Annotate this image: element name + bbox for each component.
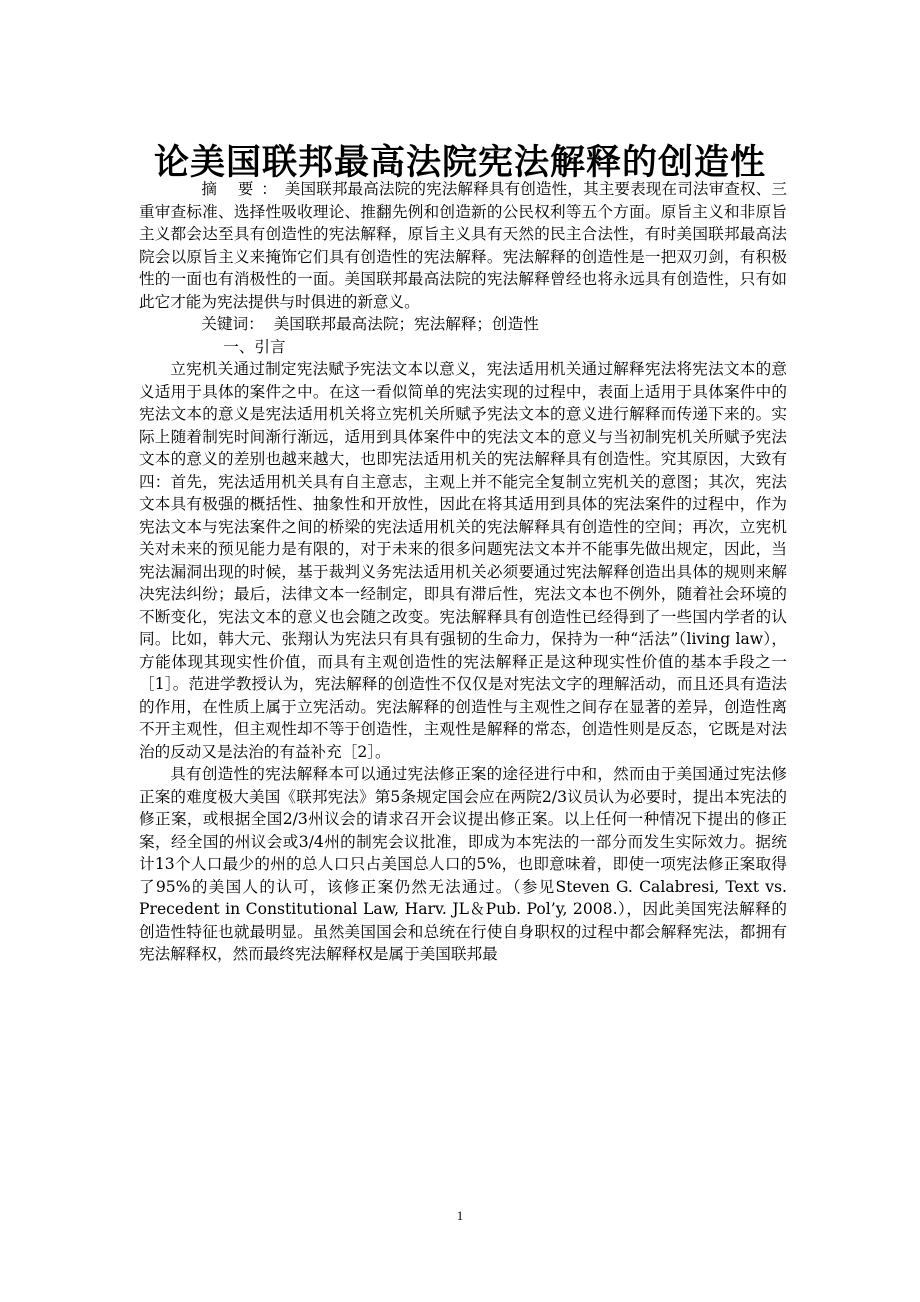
document-body [139,178,787,966]
document-title: 论美国联邦最高法院宪法解释的创造性 [153,143,766,184]
abstract-text: 美国联邦最高法院的宪法解释具有创造性，其主要表现在司法审查权、三重审查标准、选择性吸收理论、推翻先例和创造新的公民权利等五个方面。原旨主义和非原旨主义都会达至具有创造性的宪法解释，原旨主义具有天然的民主合法性，有时美国联邦最高法院会以原旨主义来掩饰它们具有创造性的宪法解释。宪法解释的创造性是一把双刃剑，有积极性的一面也有消极性的一面。美国联邦最高法院的宪法解释曾经也将永远具有创造性，只有如此它才能为宪法提供与时俱进的新意义。 [139,180,787,311]
page-number: 1 [456,1208,464,1223]
keywords-text: 美国联邦最高法院；宪法解释；创造性 [273,315,539,333]
abstract-label: 摘 要： [201,180,285,198]
keywords-label: 关键词： [201,315,264,333]
paragraph: 具有创造性的宪法解释本可以通过宪法修正案的途径进行中和，然而由于美国通过宪法修正案的难度极大美国《联邦宪法》第5条规定国会应在两院2/3议员认为必要时，提出本宪法的修正案，或根据全国2/3州议会的请求召开会议提出修正案。以上任何一种情况下提出的修正案，经全国的州议会或3/4州的制宪会议批准，即成为本宪法的一部分而发生实际效力。据统计13个人口最少的州的总人口只占美国总人口的5%，也即意味着，即使一项宪法修正案取得了95%的美国人的认可，该修正案仍然无法通过。（参见Steven G. Calabresi, Text vs. Precedent in Constitutional Law, Harv. JL＆Pub. Pol’y, 2008.），因此美国宪法解释的创造性特征也就最明显。虽然美国国会和总统在行使自身职权的过程中都会解释宪法，都拥有宪法解释权，然而最终宪法解释权是属于美国联邦最 [139,765,787,963]
abstract [139,178,787,313]
section-heading: 一、引言 [223,337,286,356]
paragraph: 立宪机关通过制定宪法赋予宪法文本以意义，宪法适用机关通过解释宪法将宪法文本的意义适用于具体的案件之中。在这一看似简单的宪法实现的过程中，表面上适用于具体案件中的宪法文本的意义是宪法适用机关将立宪机关所赋予宪法文本的意义进行解释而传递下来的。实际上随着制宪时间渐行渐远，适用到具体案件中的宪法文本的意义与当初制宪机关所赋予宪法文本的意义的差别也越来越大，也即宪法适用机关的宪法解释具有创造性。究其原因，大致有四：首先，宪法适用机关具有自主意志，主观上并不能完全复制立宪机关的意图；其次，宪法文本具有极强的概括性、抽象性和开放性，因此在将其适用到具体的宪法案件的过程中，作为宪法文本与宪法案件之间的桥梁的宪法适用机关的宪法解释具有创造性的空间；再次，立宪机关对未来的预见能力是有限的，对于未来的很多问题宪法文本并不能事先做出规定，因此，当宪法漏洞出现的时候，基于裁判义务宪法适用机关必须要通过宪法解释创造出具体的规则来解决宪法纠纷；最后，法律文本一经制定，即具有滞后性，宪法文本也不例外，随着社会环境的不断变化，宪法文本的意义也会随之改变。宪法解释具有创造性已经得到了一些国内学者的认同。比如，韩大元、张翔认为宪法只有具有强韧的生命力，保持为一种“活法”（living law），方能体现其现实性价值，而具有主观创造性的宪法解释正是这种现实性价值的基本手段之一［1］。范进学教授认为，宪法解释的创造性不仅仅是对宪法文字的理解活动，而且还具有造法的作用，在性质上属于立宪活动。宪法解释的创造性与主观性之间存在显著的差异，创造性离不开主观性，但主观性却不等于创造性，主观性是解释的常态，创造性则是反态，它既是对法治的反动又是法治的有益补充［2］。 [139,360,787,761]
keywords [139,313,787,336]
